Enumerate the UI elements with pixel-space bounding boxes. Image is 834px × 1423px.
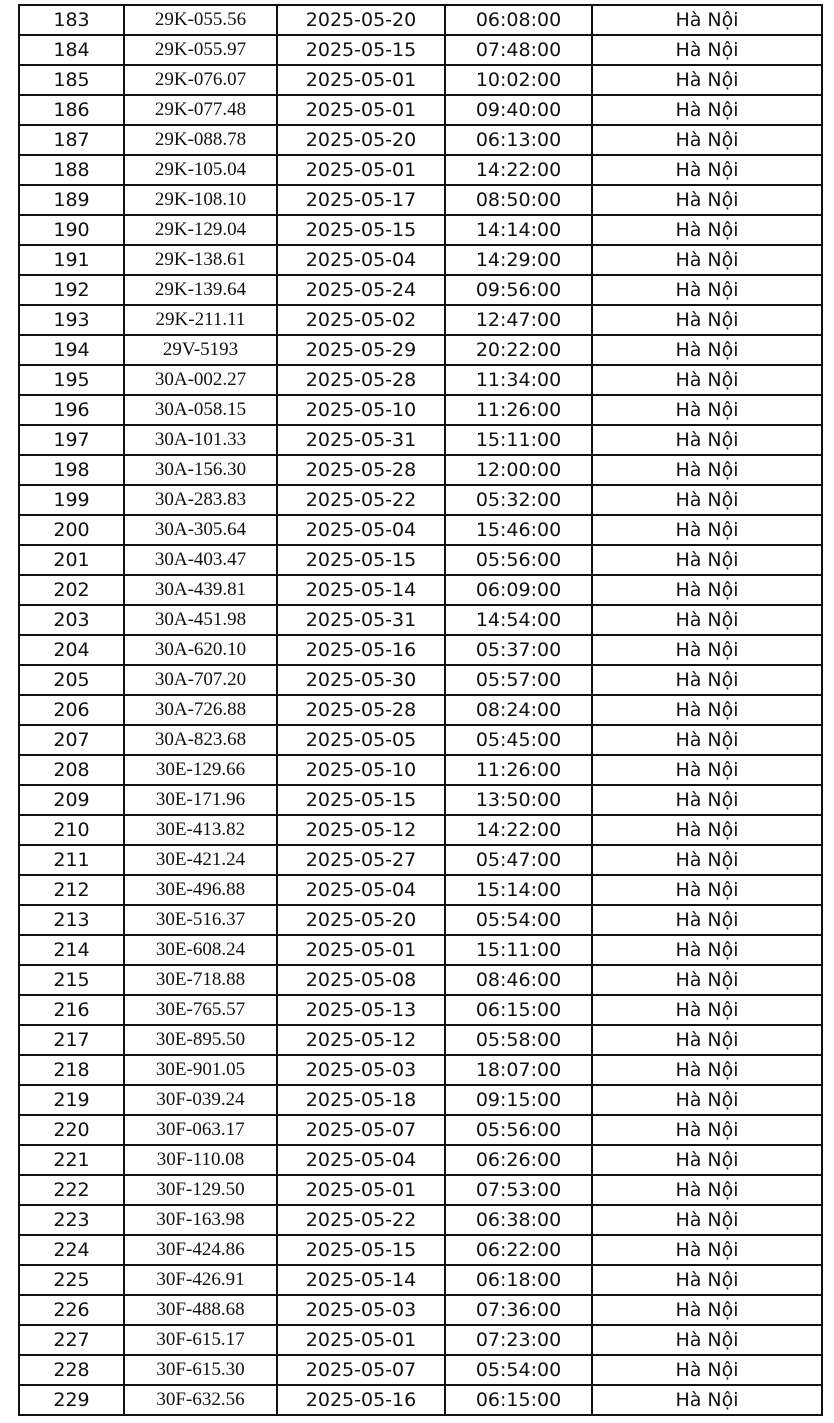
cell-stt: 209 (19, 785, 124, 815)
table-row (19, 725, 822, 755)
cell-license-plate: 30A-002.27 (124, 365, 277, 395)
cell-date: 2025-05-15 (277, 215, 445, 245)
cell-time: 06:22:00 (445, 1235, 592, 1265)
cell-date: 2025-05-12 (277, 815, 445, 845)
cell-license-plate: 30E-421.24 (124, 845, 277, 875)
cell-location: Hà Nội (592, 95, 822, 125)
cell-time: 05:57:00 (445, 665, 592, 695)
cell-license-plate: 30A-283.83 (124, 485, 277, 515)
cell-date: 2025-05-30 (277, 665, 445, 695)
cell-time: 06:38:00 (445, 1205, 592, 1235)
cell-time: 15:14:00 (445, 875, 592, 905)
cell-location: Hà Nội (592, 1085, 822, 1115)
cell-time: 15:11:00 (445, 425, 592, 455)
cell-time: 11:34:00 (445, 365, 592, 395)
cell-license-plate: 29K-139.64 (124, 275, 277, 305)
cell-date: 2025-05-15 (277, 35, 445, 65)
cell-location: Hà Nội (592, 665, 822, 695)
cell-stt: 227 (19, 1325, 124, 1355)
cell-time: 14:54:00 (445, 605, 592, 635)
cell-license-plate: 30E-608.24 (124, 935, 277, 965)
cell-license-plate: 30F-424.86 (124, 1235, 277, 1265)
cell-date: 2025-05-14 (277, 575, 445, 605)
cell-stt: 218 (19, 1055, 124, 1085)
cell-stt: 226 (19, 1295, 124, 1325)
cell-location: Hà Nội (592, 1265, 822, 1295)
table-row (19, 845, 822, 875)
cell-date: 2025-05-29 (277, 335, 445, 365)
cell-license-plate: 30F-129.50 (124, 1175, 277, 1205)
cell-location: Hà Nội (592, 65, 822, 95)
cell-date: 2025-05-03 (277, 1055, 445, 1085)
cell-time: 09:15:00 (445, 1085, 592, 1115)
cell-license-plate: 30A-620.10 (124, 635, 277, 665)
cell-location: Hà Nội (592, 1235, 822, 1265)
table-row (19, 515, 822, 545)
violation-table-container (18, 4, 821, 1416)
table-row (19, 575, 822, 605)
cell-time: 05:47:00 (445, 845, 592, 875)
cell-time: 06:09:00 (445, 575, 592, 605)
cell-location: Hà Nội (592, 725, 822, 755)
table-row (19, 35, 822, 65)
cell-stt: 190 (19, 215, 124, 245)
cell-date: 2025-05-28 (277, 695, 445, 725)
cell-stt: 196 (19, 395, 124, 425)
cell-stt: 208 (19, 755, 124, 785)
table-row (19, 275, 822, 305)
cell-date: 2025-05-31 (277, 605, 445, 635)
table-row (19, 695, 822, 725)
table-row (19, 155, 822, 185)
cell-license-plate: 30A-305.64 (124, 515, 277, 545)
cell-license-plate: 30F-426.91 (124, 1265, 277, 1295)
table-row (19, 1115, 822, 1145)
cell-license-plate: 30E-171.96 (124, 785, 277, 815)
cell-stt: 199 (19, 485, 124, 515)
cell-time: 20:22:00 (445, 335, 592, 365)
cell-location: Hà Nội (592, 1175, 822, 1205)
cell-license-plate: 30F-039.24 (124, 1085, 277, 1115)
cell-location: Hà Nội (592, 215, 822, 245)
cell-location: Hà Nội (592, 365, 822, 395)
cell-location: Hà Nội (592, 155, 822, 185)
cell-time: 11:26:00 (445, 395, 592, 425)
table-row (19, 485, 822, 515)
cell-date: 2025-05-31 (277, 425, 445, 455)
cell-time: 06:08:00 (445, 5, 592, 35)
cell-time: 06:13:00 (445, 125, 592, 155)
cell-date: 2025-05-01 (277, 1325, 445, 1355)
table-row (19, 905, 822, 935)
cell-date: 2025-05-13 (277, 995, 445, 1025)
cell-date: 2025-05-22 (277, 1205, 445, 1235)
table-row (19, 1025, 822, 1055)
cell-location: Hà Nội (592, 635, 822, 665)
cell-date: 2025-05-02 (277, 305, 445, 335)
cell-stt: 225 (19, 1265, 124, 1295)
table-row (19, 1265, 822, 1295)
cell-date: 2025-05-01 (277, 95, 445, 125)
cell-date: 2025-05-01 (277, 935, 445, 965)
table-row (19, 245, 822, 275)
cell-license-plate: 30E-129.66 (124, 755, 277, 785)
cell-time: 13:50:00 (445, 785, 592, 815)
table-row (19, 1145, 822, 1175)
cell-stt: 198 (19, 455, 124, 485)
cell-location: Hà Nội (592, 35, 822, 65)
cell-time: 05:56:00 (445, 1115, 592, 1145)
cell-location: Hà Nội (592, 245, 822, 275)
cell-location: Hà Nội (592, 875, 822, 905)
cell-location: Hà Nội (592, 455, 822, 485)
cell-location: Hà Nội (592, 125, 822, 155)
table-row (19, 1205, 822, 1235)
cell-location: Hà Nội (592, 935, 822, 965)
cell-time: 15:11:00 (445, 935, 592, 965)
cell-stt: 229 (19, 1385, 124, 1415)
cell-time: 07:36:00 (445, 1295, 592, 1325)
table-row (19, 125, 822, 155)
cell-time: 05:58:00 (445, 1025, 592, 1055)
table-row (19, 5, 822, 35)
cell-license-plate: 30A-451.98 (124, 605, 277, 635)
cell-stt: 223 (19, 1205, 124, 1235)
cell-stt: 216 (19, 995, 124, 1025)
cell-time: 14:22:00 (445, 155, 592, 185)
cell-stt: 213 (19, 905, 124, 935)
cell-time: 05:45:00 (445, 725, 592, 755)
cell-date: 2025-05-28 (277, 455, 445, 485)
table-row (19, 335, 822, 365)
cell-time: 05:32:00 (445, 485, 592, 515)
cell-license-plate: 30A-707.20 (124, 665, 277, 695)
cell-date: 2025-05-10 (277, 395, 445, 425)
cell-license-plate: 29K-105.04 (124, 155, 277, 185)
cell-time: 14:14:00 (445, 215, 592, 245)
table-row (19, 305, 822, 335)
table-row (19, 1385, 822, 1415)
cell-date: 2025-05-18 (277, 1085, 445, 1115)
cell-license-plate: 29K-077.48 (124, 95, 277, 125)
cell-time: 07:48:00 (445, 35, 592, 65)
cell-time: 15:46:00 (445, 515, 592, 545)
cell-stt: 221 (19, 1145, 124, 1175)
cell-date: 2025-05-24 (277, 275, 445, 305)
cell-time: 18:07:00 (445, 1055, 592, 1085)
cell-date: 2025-05-04 (277, 245, 445, 275)
cell-time: 10:02:00 (445, 65, 592, 95)
cell-date: 2025-05-01 (277, 1175, 445, 1205)
cell-license-plate: 30E-718.88 (124, 965, 277, 995)
cell-license-plate: 30A-058.15 (124, 395, 277, 425)
cell-license-plate: 29K-211.11 (124, 305, 277, 335)
table-row (19, 1085, 822, 1115)
cell-license-plate: 29K-055.56 (124, 5, 277, 35)
cell-location: Hà Nội (592, 605, 822, 635)
cell-location: Hà Nội (592, 1025, 822, 1055)
cell-stt: 210 (19, 815, 124, 845)
cell-location: Hà Nội (592, 755, 822, 785)
cell-date: 2025-05-05 (277, 725, 445, 755)
cell-location: Hà Nội (592, 1325, 822, 1355)
table-row (19, 1235, 822, 1265)
cell-time: 09:56:00 (445, 275, 592, 305)
cell-date: 2025-05-20 (277, 905, 445, 935)
cell-location: Hà Nội (592, 335, 822, 365)
cell-date: 2025-05-20 (277, 5, 445, 35)
cell-stt: 200 (19, 515, 124, 545)
cell-license-plate: 30A-403.47 (124, 545, 277, 575)
cell-license-plate: 30E-901.05 (124, 1055, 277, 1085)
table-row (19, 755, 822, 785)
cell-date: 2025-05-03 (277, 1295, 445, 1325)
table-row (19, 185, 822, 215)
cell-license-plate: 30E-413.82 (124, 815, 277, 845)
cell-stt: 219 (19, 1085, 124, 1115)
cell-date: 2025-05-15 (277, 545, 445, 575)
cell-license-plate: 30A-156.30 (124, 455, 277, 485)
cell-stt: 205 (19, 665, 124, 695)
cell-license-plate: 29K-138.61 (124, 245, 277, 275)
cell-license-plate: 30F-063.17 (124, 1115, 277, 1145)
cell-location: Hà Nội (592, 515, 822, 545)
cell-stt: 207 (19, 725, 124, 755)
cell-location: Hà Nội (592, 1055, 822, 1085)
cell-time: 12:47:00 (445, 305, 592, 335)
table-row (19, 65, 822, 95)
cell-stt: 193 (19, 305, 124, 335)
cell-date: 2025-05-01 (277, 155, 445, 185)
table-row (19, 1055, 822, 1085)
cell-location: Hà Nội (592, 845, 822, 875)
table-row (19, 365, 822, 395)
table-row (19, 815, 822, 845)
cell-time: 08:50:00 (445, 185, 592, 215)
cell-license-plate: 29K-055.97 (124, 35, 277, 65)
cell-stt: 187 (19, 125, 124, 155)
cell-date: 2025-05-20 (277, 125, 445, 155)
cell-license-plate: 30F-615.30 (124, 1355, 277, 1385)
cell-stt: 191 (19, 245, 124, 275)
table-row (19, 95, 822, 125)
cell-license-plate: 30F-163.98 (124, 1205, 277, 1235)
cell-date: 2025-05-04 (277, 515, 445, 545)
table-row (19, 965, 822, 995)
cell-stt: 183 (19, 5, 124, 35)
table-row (19, 215, 822, 245)
cell-license-plate: 29K-088.78 (124, 125, 277, 155)
cell-location: Hà Nội (592, 815, 822, 845)
cell-location: Hà Nội (592, 485, 822, 515)
table-row (19, 1355, 822, 1385)
cell-date: 2025-05-04 (277, 875, 445, 905)
cell-time: 07:23:00 (445, 1325, 592, 1355)
table-row (19, 605, 822, 635)
table-row (19, 665, 822, 695)
cell-stt: 217 (19, 1025, 124, 1055)
table-row (19, 635, 822, 665)
violation-table (18, 4, 823, 1416)
cell-time: 11:26:00 (445, 755, 592, 785)
cell-license-plate: 30E-765.57 (124, 995, 277, 1025)
cell-location: Hà Nội (592, 305, 822, 335)
cell-date: 2025-05-22 (277, 485, 445, 515)
cell-stt: 194 (19, 335, 124, 365)
cell-location: Hà Nội (592, 905, 822, 935)
cell-stt: 203 (19, 605, 124, 635)
table-body (19, 5, 822, 1415)
table-row (19, 1325, 822, 1355)
cell-license-plate: 30F-110.08 (124, 1145, 277, 1175)
cell-license-plate: 30A-439.81 (124, 575, 277, 605)
cell-stt: 214 (19, 935, 124, 965)
cell-time: 07:53:00 (445, 1175, 592, 1205)
cell-stt: 220 (19, 1115, 124, 1145)
cell-time: 05:54:00 (445, 1355, 592, 1385)
cell-location: Hà Nội (592, 1295, 822, 1325)
cell-time: 06:15:00 (445, 1385, 592, 1415)
table-row (19, 995, 822, 1025)
cell-date: 2025-05-01 (277, 65, 445, 95)
cell-date: 2025-05-15 (277, 1235, 445, 1265)
table-row (19, 1175, 822, 1205)
cell-stt: 189 (19, 185, 124, 215)
table-row (19, 875, 822, 905)
table-row (19, 395, 822, 425)
cell-stt: 212 (19, 875, 124, 905)
cell-location: Hà Nội (592, 5, 822, 35)
cell-stt: 224 (19, 1235, 124, 1265)
cell-license-plate: 29K-076.07 (124, 65, 277, 95)
cell-stt: 195 (19, 365, 124, 395)
cell-time: 12:00:00 (445, 455, 592, 485)
cell-location: Hà Nội (592, 425, 822, 455)
cell-stt: 228 (19, 1355, 124, 1385)
cell-license-plate: 30E-895.50 (124, 1025, 277, 1055)
cell-time: 09:40:00 (445, 95, 592, 125)
cell-location: Hà Nội (592, 275, 822, 305)
cell-date: 2025-05-04 (277, 1145, 445, 1175)
table-row (19, 545, 822, 575)
cell-stt: 204 (19, 635, 124, 665)
cell-location: Hà Nội (592, 185, 822, 215)
cell-date: 2025-05-27 (277, 845, 445, 875)
cell-stt: 201 (19, 545, 124, 575)
cell-location: Hà Nội (592, 695, 822, 725)
cell-date: 2025-05-28 (277, 365, 445, 395)
cell-license-plate: 29K-129.04 (124, 215, 277, 245)
table-row (19, 935, 822, 965)
cell-location: Hà Nội (592, 785, 822, 815)
table-row (19, 425, 822, 455)
cell-time: 05:56:00 (445, 545, 592, 575)
table-row (19, 455, 822, 485)
table-row (19, 1295, 822, 1325)
table-row (19, 785, 822, 815)
cell-license-plate: 30A-101.33 (124, 425, 277, 455)
cell-time: 05:37:00 (445, 635, 592, 665)
cell-location: Hà Nội (592, 965, 822, 995)
cell-stt: 184 (19, 35, 124, 65)
cell-stt: 185 (19, 65, 124, 95)
cell-date: 2025-05-12 (277, 1025, 445, 1055)
cell-location: Hà Nội (592, 1115, 822, 1145)
cell-stt: 188 (19, 155, 124, 185)
cell-stt: 206 (19, 695, 124, 725)
cell-license-plate: 30F-488.68 (124, 1295, 277, 1325)
cell-time: 08:24:00 (445, 695, 592, 725)
cell-license-plate: 30F-615.17 (124, 1325, 277, 1355)
cell-date: 2025-05-08 (277, 965, 445, 995)
cell-time: 08:46:00 (445, 965, 592, 995)
cell-location: Hà Nội (592, 1145, 822, 1175)
cell-time: 05:54:00 (445, 905, 592, 935)
cell-license-plate: 29K-108.10 (124, 185, 277, 215)
cell-time: 06:18:00 (445, 1265, 592, 1295)
cell-date: 2025-05-17 (277, 185, 445, 215)
cell-time: 06:26:00 (445, 1145, 592, 1175)
cell-stt: 186 (19, 95, 124, 125)
cell-location: Hà Nội (592, 395, 822, 425)
cell-date: 2025-05-16 (277, 635, 445, 665)
cell-location: Hà Nội (592, 1385, 822, 1415)
cell-stt: 202 (19, 575, 124, 605)
cell-date: 2025-05-07 (277, 1355, 445, 1385)
cell-location: Hà Nội (592, 545, 822, 575)
cell-location: Hà Nội (592, 995, 822, 1025)
cell-stt: 197 (19, 425, 124, 455)
cell-license-plate: 30A-726.88 (124, 695, 277, 725)
cell-stt: 192 (19, 275, 124, 305)
cell-date: 2025-05-16 (277, 1385, 445, 1415)
cell-license-plate: 30F-632.56 (124, 1385, 277, 1415)
cell-license-plate: 29V-5193 (124, 335, 277, 365)
cell-date: 2025-05-14 (277, 1265, 445, 1295)
cell-date: 2025-05-15 (277, 785, 445, 815)
cell-stt: 222 (19, 1175, 124, 1205)
cell-license-plate: 30E-496.88 (124, 875, 277, 905)
cell-stt: 215 (19, 965, 124, 995)
cell-date: 2025-05-10 (277, 755, 445, 785)
cell-license-plate: 30E-516.37 (124, 905, 277, 935)
cell-license-plate: 30A-823.68 (124, 725, 277, 755)
cell-stt: 211 (19, 845, 124, 875)
cell-location: Hà Nội (592, 1205, 822, 1235)
cell-time: 14:22:00 (445, 815, 592, 845)
cell-location: Hà Nội (592, 1355, 822, 1385)
cell-time: 06:15:00 (445, 995, 592, 1025)
cell-location: Hà Nội (592, 575, 822, 605)
cell-date: 2025-05-07 (277, 1115, 445, 1145)
cell-time: 14:29:00 (445, 245, 592, 275)
